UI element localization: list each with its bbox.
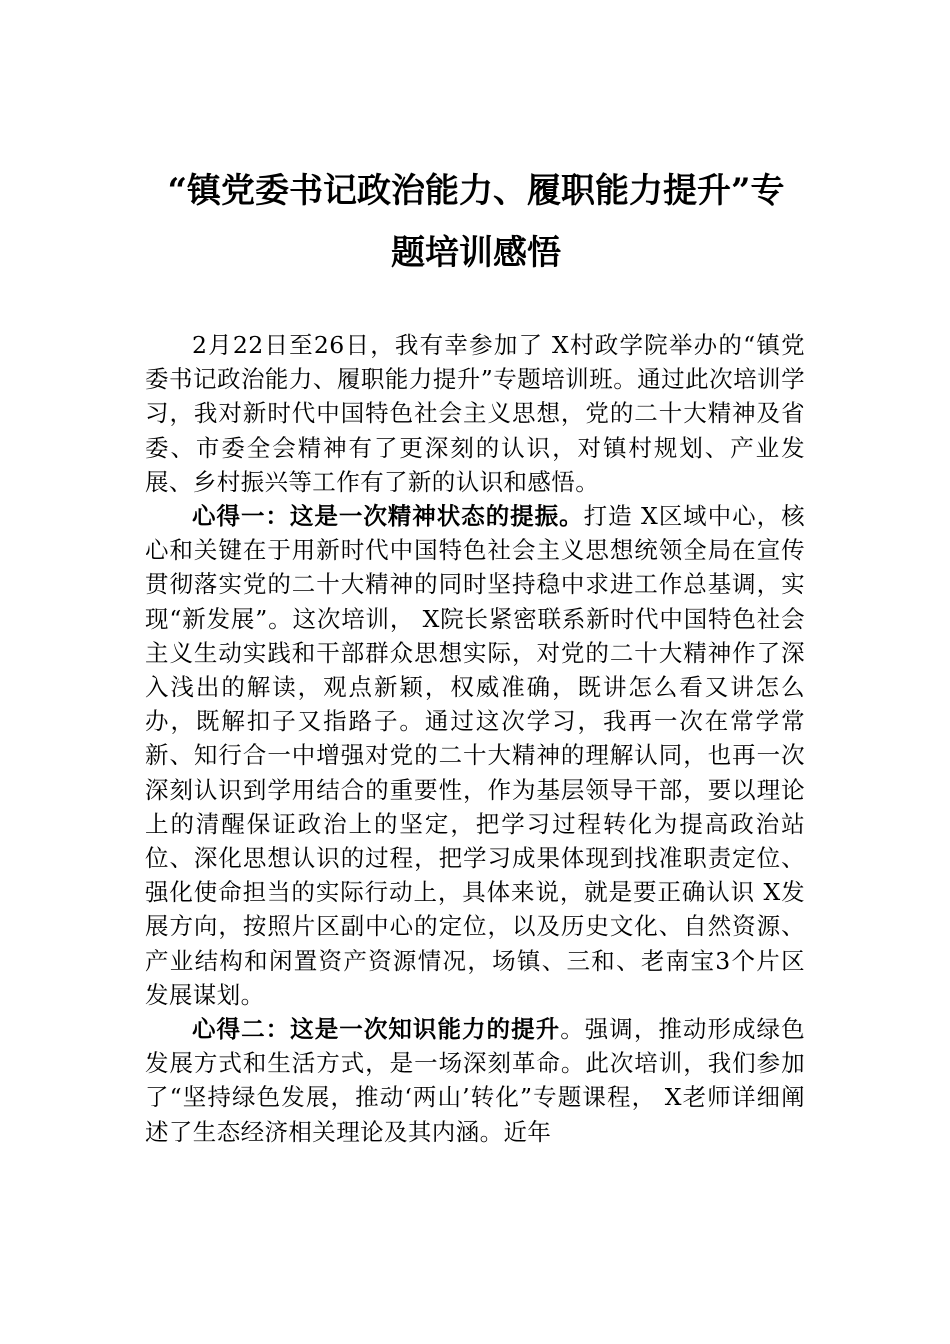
paragraph-insight-two: [145, 1012, 805, 1149]
paragraph-text: 打造 X区域中心，核心和关键在于用新时代中国特色社会主义思想统领全局在宣传贯彻落实党的二十大精神的同时坚持稳中求进工作总基调，实现“新发展”。这次培训， X院长紧密联系新时代中国特色社会主义生动实践和干部群众思想实际，对党的二十大精神作了深入浅出的解读，观点新颖，权威准确，既讲怎么看又讲怎么办，既解扣子又指路子。通过这次学习，我再一次在常学常新、知行合一中增强对党的二十大精神的理解认同，也再一次深刻认识到学用结合的重要性，作为基层领导干部，要以理论上的清醒保证政治上的坚定，把学习过程转化为提高政治站位、深化思想认识的过程，把学习成果体现到找准职责定位、强化使命担当的实际行动上，具体来说，就是要正确认识 X发展方向，按照片区副中心的定位，以及历史文化、自然资源、产业结构和闲置资产资源情况，场镇、三和、老南宝3个片区发展谋划。: [145, 502, 805, 1009]
paragraph-heading: 心得二：这是一次知识能力的提升: [192, 1015, 561, 1044]
title-line-2: 题培训感悟: [391, 233, 561, 273]
paragraph-insight-one: [145, 499, 805, 1012]
paragraph-text: 。强调，推动形成绿色发展方式和生活方式，是一场深刻革命。此次培训，我们参加了“坚持绿色发展，推动‘两山’转化”专题课程， X老师详细阐述了生态经济相关理论及其内涵。近年: [145, 1015, 805, 1146]
paragraph-intro: [145, 328, 805, 499]
title-line-1: “镇党委书记政治能力、履职能力提升”专: [167, 171, 785, 211]
paragraph-text: 2月22日至26日，我有幸参加了 X村政学院举办的“镇党委书记政治能力、履职能力提升”专题培训班。通过此次培训学习，我对新时代中国特色社会主义思想，党的二十大精神及省委、市委全会精神有了更深刻的认识，对镇村规划、产业发展、乡村振兴等工作有了新的认识和感悟。: [145, 331, 805, 496]
document-body: [145, 328, 805, 1149]
document-title: [140, 160, 812, 284]
paragraph-heading: 心得一：这是一次精神状态的提振。: [192, 502, 584, 531]
